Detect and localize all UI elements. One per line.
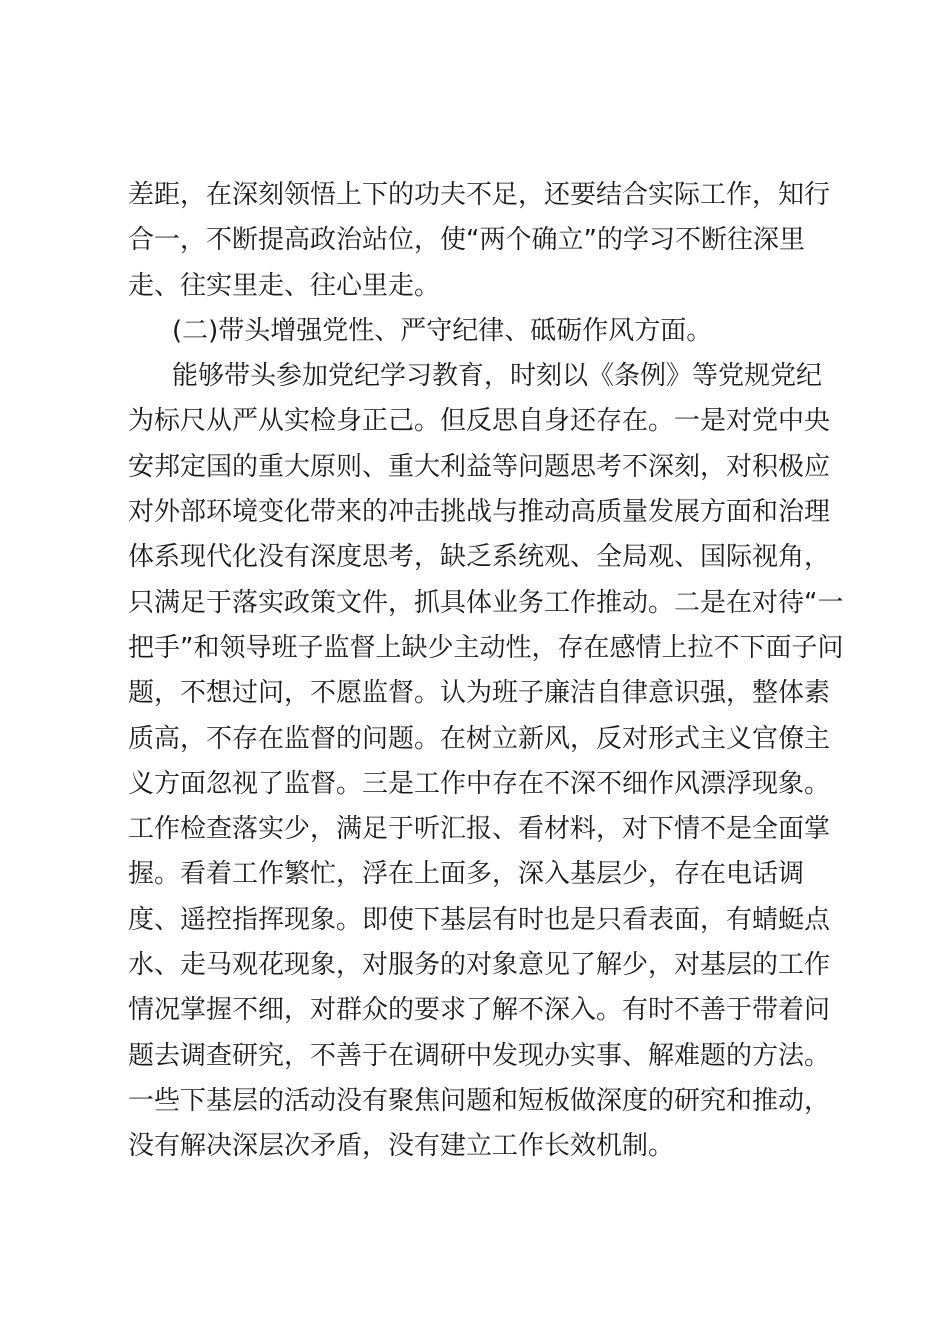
text-line: 走、往实里走、往心里走。: [128, 270, 441, 301]
text-line: 安邦定国的重大原则、重大利益等问题思考不深刻，对积极应: [128, 451, 831, 482]
text-line: 质高，不存在监督的问题。在树立新风，反对形式主义官僚主: [128, 723, 831, 754]
text-line: 只满足于落实政策文件，抓具体业务工作推动。二是在对待“一: [128, 587, 844, 618]
text-line: 度、遥控指挥现象。即使下基层有时也是只看表面，有蜻蜓点: [128, 904, 831, 935]
text-line: 工作检查落实少，满足于听汇报、看材料，对下情不是全面掌: [128, 814, 831, 845]
text-line: 把手”和领导班子监督上缺少主动性，存在感情上拉不下面子问: [128, 632, 844, 663]
text-line: 义方面忽视了监督。三是工作中存在不深不细作风漂浮现象。: [128, 768, 831, 799]
text-line: 合一，不断提高政治站位，使“两个确立”的学习不断往深里: [128, 225, 805, 256]
text-line: 差距，在深刻领悟上下的功夫不足，还要结合实际工作，知行: [128, 180, 831, 210]
text-line: 题，不想过问，不愿监督。认为班子廉洁自律意识强，整体素: [128, 678, 831, 709]
text-line: 为标尺从严从实检身正己。但反思自身还存在。一是对党中央: [128, 406, 831, 437]
text-line: 情况掌握不细，对群众的要求了解不深入。有时不善于带着问: [128, 995, 831, 1026]
text-line: 水、走马观花现象，对服务的对象意见了解少，对基层的工作: [128, 950, 831, 981]
text-line: 题去调查研究，不善于在调研中发现办实事、解难题的方法。: [128, 1040, 831, 1071]
text-line: 能够带头参加党纪学习教育，时刻以《条例》等党规党纪: [172, 361, 823, 392]
text-line: 握。看着工作繁忙，浮在上面多，深入基层少，存在电话调: [128, 859, 805, 890]
text-line: 一些下基层的活动没有聚焦问题和短板做深度的研究和推动，: [128, 1085, 831, 1116]
text-line: 体系现代化没有深度思考，缺乏系统观、全局观、国际视角，: [128, 542, 831, 573]
text-line: 对外部环境变化带来的冲击挑战与推动高质量发展方面和治理: [128, 497, 831, 528]
section-heading: (二)带头增强党性、严守纪律、砥砺作风方面。: [172, 315, 713, 346]
text-line: 没有解决深层次矛盾，没有建立工作长效机制。: [128, 1131, 675, 1162]
body-text: [128, 173, 844, 1170]
